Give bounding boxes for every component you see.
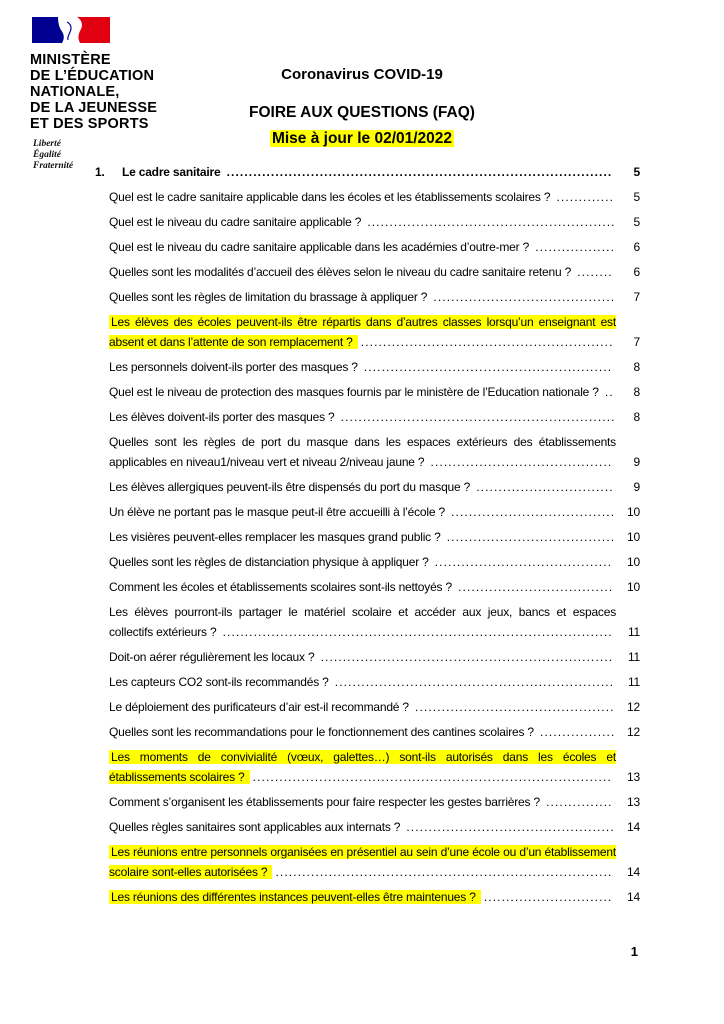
toc-dot-leader: ............................... bbox=[476, 480, 614, 494]
toc-entry-label: Quelles sont les règles de distanciation physique à appliquer ? bbox=[109, 555, 432, 569]
toc-entry-label: Quelles sont les règles de port du masque dans les espaces extérieurs des établissements applicables en niveau1/niveau vert et niveau 2/niveau jaune ? bbox=[109, 435, 616, 469]
toc-dot-leader: ........................................................................................ bbox=[222, 625, 613, 639]
motto-line: Égalité bbox=[33, 150, 61, 160]
toc-page-number: 14 bbox=[627, 890, 640, 904]
toc-entry-label: Les élèves pourront-ils partager le matériel scolaire et accéder aux jeux, bancs et espaces collectifs extérieurs ? bbox=[109, 605, 616, 639]
toc-page-number: 12 bbox=[627, 700, 640, 714]
toc-dot-leader: .................................................................. bbox=[320, 650, 614, 664]
ministry-name-line: MINISTÈRE bbox=[30, 52, 111, 68]
toc-entry[interactable] bbox=[95, 262, 640, 282]
toc-entry[interactable] bbox=[95, 817, 640, 837]
toc-entry[interactable] bbox=[95, 432, 640, 472]
update-date-highlight: Mise à jour le 02/01/2022 bbox=[271, 130, 453, 147]
toc-page-number: 7 bbox=[633, 290, 640, 304]
toc-entry[interactable] bbox=[95, 212, 640, 232]
toc-entry-label: Quelles sont les modalités d’accueil des élèves selon le niveau du cadre sanitaire retenu ? bbox=[109, 265, 575, 279]
toc-page-number: 11 bbox=[627, 675, 640, 689]
toc-page-number: 7 bbox=[633, 335, 640, 349]
toc-dot-leader: ..................................... bbox=[451, 505, 616, 519]
toc-page-number: 5 bbox=[633, 165, 640, 179]
toc-entry[interactable] bbox=[95, 477, 640, 497]
toc-entry-label: Les élèves allergiques peuvent-ils être dispensés du port du masque ? bbox=[109, 480, 474, 494]
toc-entry-label: Quelles règles sanitaires sont applicables aux internats ? bbox=[109, 820, 404, 834]
toc-dot-leader: ................. bbox=[540, 725, 616, 739]
toc-page-number: 10 bbox=[627, 530, 640, 544]
toc-entry[interactable] bbox=[95, 187, 640, 207]
toc-page-number: 8 bbox=[633, 385, 640, 399]
toc-entry[interactable] bbox=[95, 842, 640, 882]
toc-entry[interactable] bbox=[95, 312, 640, 352]
document-subtitle: FOIRE AUX QUESTIONS (FAQ) bbox=[249, 104, 475, 121]
toc-entry-label: Le déploiement des purificateurs d’air est-il recommandé ? bbox=[109, 700, 413, 714]
toc-page-number: 14 bbox=[627, 820, 640, 834]
motto-line: Liberté bbox=[33, 139, 61, 149]
toc-entry[interactable] bbox=[95, 357, 640, 377]
toc-dot-leader: ...................................... bbox=[446, 530, 616, 544]
toc-dot-leader: ........................................ bbox=[434, 555, 613, 569]
toc-section-number: 1. bbox=[95, 165, 105, 179]
toc-dot-leader: ......................................................... bbox=[360, 335, 614, 349]
toc-dot-leader: .. bbox=[604, 385, 614, 399]
ministry-name-line: DE LA JEUNESSE bbox=[30, 100, 158, 116]
toc-entry[interactable] bbox=[95, 407, 640, 427]
toc-entry[interactable] bbox=[95, 502, 640, 522]
toc-entry[interactable] bbox=[95, 697, 640, 717]
toc-dot-leader: .............................................................. bbox=[340, 410, 616, 424]
toc-entry-label: Doit-on aérer régulièrement les locaux ? bbox=[109, 650, 318, 664]
toc-entry-label: Les réunions entre personnels organisées en présentiel au sein d’une école ou d’un établissement scolaire sont-elles autorisées ? bbox=[109, 845, 616, 879]
toc-entry[interactable] bbox=[95, 792, 640, 812]
french-flag-icon bbox=[32, 16, 110, 44]
toc-entry-label: Les personnels doivent-ils porter des masques ? bbox=[109, 360, 361, 374]
toc-page-number: 8 bbox=[633, 410, 640, 424]
toc-page-number: 10 bbox=[627, 505, 640, 519]
toc-dot-leader: ......................................... bbox=[430, 455, 613, 469]
ministry-name-line: DE L’ÉDUCATION bbox=[30, 68, 155, 84]
toc-entry[interactable] bbox=[95, 552, 640, 572]
toc-page-number: 10 bbox=[627, 580, 640, 594]
toc-entry-label: Les moments de convivialité (vœux, galettes…) sont-ils autorisés dans les écoles et établissements scolaires ? bbox=[109, 750, 616, 784]
toc-page-number: 11 bbox=[627, 650, 640, 664]
toc-dot-leader: ........................................................ bbox=[367, 215, 616, 229]
toc-dot-leader: ................................................................................. bbox=[252, 770, 612, 784]
toc-page-number: 9 bbox=[633, 455, 640, 469]
toc-entry[interactable] bbox=[95, 672, 640, 692]
toc-page-number: 5 bbox=[633, 190, 640, 204]
toc-entry[interactable] bbox=[95, 287, 640, 307]
toc-page-number: 10 bbox=[627, 555, 640, 569]
toc-entry-label: Le cadre sanitaire bbox=[122, 165, 224, 179]
table-of-contents bbox=[95, 162, 640, 912]
toc-dot-leader: ............................................... bbox=[406, 820, 615, 834]
toc-dot-leader: ............................................. bbox=[415, 700, 615, 714]
toc-dot-leader: ............... bbox=[546, 795, 613, 809]
motto-line: Fraternité bbox=[33, 161, 74, 171]
toc-page-number: 8 bbox=[633, 360, 640, 374]
toc-dot-leader: ............................................................... bbox=[334, 675, 615, 689]
toc-dot-leader: .................. bbox=[535, 240, 615, 254]
toc-dot-leader: ....................................................................................... bbox=[226, 165, 613, 179]
toc-dot-leader: ............................. bbox=[483, 890, 613, 904]
toc-entry-label: Quelles sont les règles de limitation du brassage à appliquer ? bbox=[109, 290, 431, 304]
toc-page-number: 14 bbox=[627, 865, 640, 879]
toc-entry-label: Les élèves doivent-ils porter des masques ? bbox=[109, 410, 338, 424]
toc-dot-leader: ............................................................................ bbox=[275, 865, 613, 879]
toc-entry-label: Quel est le niveau du cadre sanitaire applicable dans les académies d’outre-mer ? bbox=[109, 240, 533, 254]
update-date-line bbox=[0, 130, 724, 148]
toc-dot-leader: ............. bbox=[556, 190, 615, 204]
toc-entry[interactable] bbox=[95, 577, 640, 597]
toc-entry-label: Quel est le niveau de protection des masques fournis par le ministère de l’Education nationale ? bbox=[109, 385, 602, 399]
toc-dot-leader: ........................................................ bbox=[363, 360, 613, 374]
toc-entry-label: Quel est le cadre sanitaire applicable dans les écoles et les établissements scolaires ? bbox=[109, 190, 554, 204]
toc-entry[interactable] bbox=[95, 162, 640, 182]
toc-entry-label: Quel est le niveau du cadre sanitaire applicable ? bbox=[109, 215, 365, 229]
document-title: Coronavirus COVID-19 bbox=[281, 66, 443, 83]
toc-entry[interactable] bbox=[95, 887, 640, 907]
document-header bbox=[0, 66, 724, 148]
toc-entry-label: Comment s’organisent les établissements pour faire respecter les gestes barrières ? bbox=[109, 795, 544, 809]
toc-entry-label: Les visières peuvent-elles remplacer les masques grand public ? bbox=[109, 530, 444, 544]
toc-entry[interactable] bbox=[95, 747, 640, 787]
toc-page-number: 13 bbox=[627, 795, 640, 809]
ministry-name-line: ET DES SPORTS bbox=[30, 116, 149, 132]
toc-entry[interactable] bbox=[95, 527, 640, 547]
toc-entry-label: Les réunions des différentes instances peuvent-elles être maintenues ? bbox=[111, 890, 479, 904]
toc-entry[interactable] bbox=[95, 602, 640, 642]
toc-page-number: 12 bbox=[627, 725, 640, 739]
toc-entry[interactable] bbox=[95, 722, 640, 742]
toc-page-number: 6 bbox=[633, 240, 640, 254]
toc-page-number: 5 bbox=[633, 215, 640, 229]
toc-entry-label: Les élèves des écoles peuvent-ils être répartis dans d’autres classes lorsqu’un enseignant est absent et dans l’attente de son remplacement ? bbox=[109, 315, 616, 349]
toc-entry[interactable] bbox=[95, 237, 640, 257]
toc-page-number: 13 bbox=[627, 770, 640, 784]
toc-entry[interactable] bbox=[95, 382, 640, 402]
toc-entry-label: Quelles sont les recommandations pour le fonctionnement des cantines scolaires ? bbox=[109, 725, 538, 739]
toc-dot-leader: ......................................... bbox=[433, 290, 616, 304]
toc-dot-leader: ........ bbox=[577, 265, 613, 279]
footer-page-number: 1 bbox=[630, 944, 638, 959]
toc-entry-label: Les capteurs CO2 sont-ils recommandés ? bbox=[109, 675, 332, 689]
toc-page-number: 9 bbox=[633, 480, 640, 494]
ministry-name-line: NATIONALE, bbox=[30, 84, 120, 100]
toc-entry[interactable] bbox=[95, 647, 640, 667]
toc-page-number: 11 bbox=[627, 625, 640, 639]
toc-entry-label: Un élève ne portant pas le masque peut-il être accueilli à l’école ? bbox=[109, 505, 449, 519]
toc-entry-label: Comment les écoles et établissements scolaires sont-ils nettoyés ? bbox=[109, 580, 456, 594]
toc-dot-leader: ................................... bbox=[458, 580, 614, 594]
toc-page-number: 6 bbox=[633, 265, 640, 279]
